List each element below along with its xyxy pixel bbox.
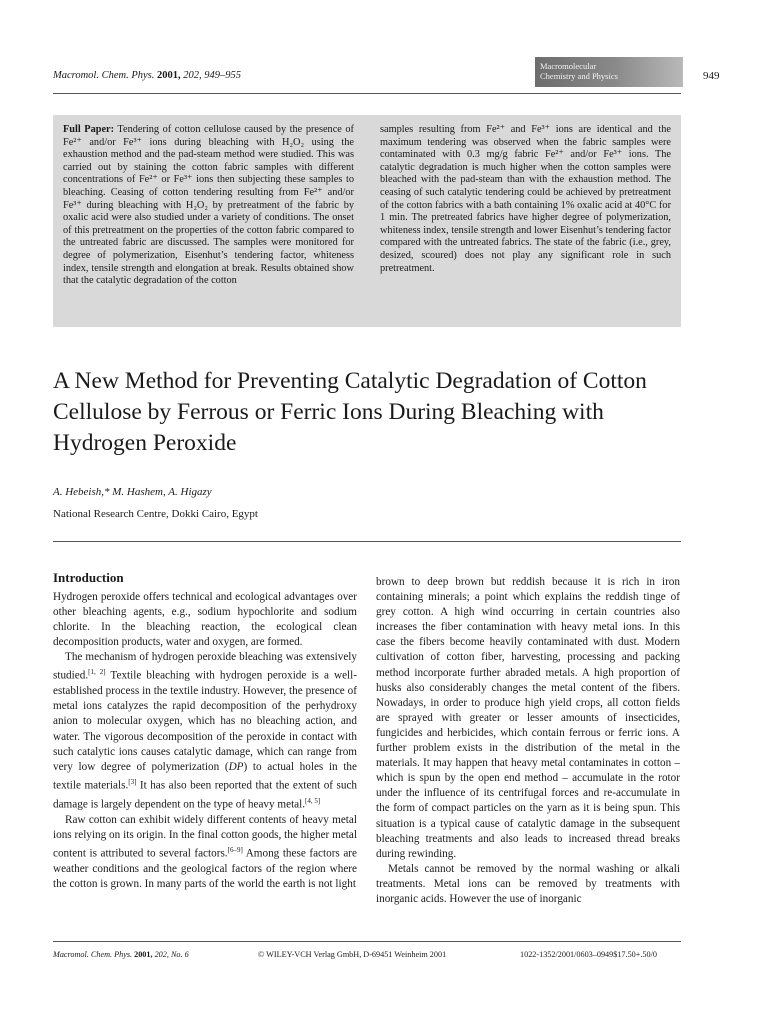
dp-abbrev: DP	[228, 760, 244, 773]
logo-line-1: Macromolecular	[540, 61, 597, 71]
section-heading: Introduction	[53, 570, 124, 585]
p3-text-a: Raw cotton can exhibit widely different contents of heavy metal ions relying on its origin. In the final cotton goods, the higher metal content is attributed to several factors.	[53, 813, 357, 860]
footer-journal: Macromol. Chem. Phys.	[53, 950, 133, 959]
journal-pages: 949–955	[204, 70, 242, 81]
logo-line-2: Chemistry and Physics	[540, 71, 618, 81]
body-left-column	[53, 570, 357, 892]
p2-text-b: Textile bleaching with hydrogen peroxide is a well-established process in the textile industry. However, the presence of metal ions catalyzes the rapid decomposition of the perhydroxy anion to molecular oxygen, which has no bleaching action, and water. The vigorous decomposition of the peroxide in contact with such catalytic ions causes catalytic damage, which can range from very low degree of polymerization (	[53, 670, 357, 773]
p2-text-c: ) to actual holes in the textile materials.	[53, 760, 357, 792]
citation: [3]	[128, 777, 137, 786]
abstract-right-column: samples resulting from Fe²⁺ and Fe³⁺ ions are identical and the maximum tendering was observed when the fabric samples were contaminated with 0.3 mg/g fabric Fe²⁺ and/or Fe³⁺ ions. The catalytic degradation is much higher when the cotton samples were bleached with the pad-steam than with the exhaustion method. The ceasing of such catalytic tendering could be achieved by pretreatment of the cotton fabrics with a bath containing 1% oxalic acid at 40°C for 1 min. The pretreated fabrics have higher degree of polymerization, whiteness index, tensile strength and lower Eisenhut’s tendering factor compared with the untreated fabrics. The state of the fabric (i.e., grey, desized, scoured) does not play any significant role in such pretreatment.	[380, 124, 671, 274]
footer-publisher: © WILEY-VCH Verlag GmbH, D-69451 Weinheim 2001	[258, 950, 447, 959]
paragraph-4: brown to deep brown but reddish because it is rich in iron containing minerals; a point which explains the reddish tinge of grey cotton. A high wind occurring in certain countries also increases the fiber contamination with heavy metal ions. In this case the fibers become heavily contaminated with dust. Modern cultivation of cotton fiber, harvesting, processing and packing method incorporate further abraded metals. A high proportion of husks also considerably changes the metal content of the fibers. Nowadays, in order to produce high yield crops, all cotton fields are sprayed with greater or lesser amounts of insecticides, fungicides and herbicides, which contain ferrous or ferric ions. A further problem exists in the distribution of the metal in the materials. It may happen that heavy metal contaminates in cotton – which is spun by the open end method – accumulate in the rotor under the influence of its centrifugal forces and re-accumulate in the form of compact particles on the yarn as it is being spun. This situation is a typical cause of catalytic damage in the subsequent bleaching treatments and also leads to increased thread breaks during rewinding.	[376, 576, 680, 860]
citation: [6–9]	[227, 845, 243, 854]
article-title: A New Method for Preventing Catalytic Degradation of Cotton Cellulose by Ferrous or Ferric Ions During Bleaching with Hydrogen Peroxide	[53, 368, 647, 456]
journal-year: 2001,	[157, 70, 181, 81]
affiliation: National Research Centre, Dokki Cairo, Egypt	[53, 508, 258, 520]
title-rule	[53, 541, 681, 542]
journal-name: Macromol. Chem. Phys.	[53, 70, 155, 81]
footer-citation	[53, 950, 189, 959]
running-header	[53, 70, 241, 81]
abstract-left-column	[63, 124, 354, 288]
paragraph-5: Metals cannot be removed by the normal washing or alkali treatments. Metal ions can be removed by treatments with inorganic acids. However the use of inorganic	[376, 862, 680, 905]
authors: A. Hebeish,* M. Hashem, A. Higazy	[53, 486, 212, 498]
abstract-label: Full Paper:	[63, 124, 115, 135]
body-right-column	[376, 575, 680, 907]
footer-rule	[53, 941, 681, 942]
p2-text-d: It has also been reported that the extent of such damage is largely dependent on the type of heavy metal.	[53, 779, 357, 811]
paragraph-1: Hydrogen peroxide offers technical and ecological advantages over other bleaching agents, e.g., sodium hypochlorite and sodium chlorite. In the bleaching reaction, the ecological clean decomposition products, water and oxygen, are formed.	[53, 591, 357, 649]
citation: [1, 2]	[88, 668, 106, 677]
paragraph-3	[53, 813, 357, 892]
abstract-text-left: Tendering of cotton cellulose caused by the presence of Fe²⁺ and/or Fe³⁺ ions during bleaching with H₂O₂ using the exhaustion method and the pad-steam method were studied. This was carried out by staining the cotton fabric samples with different concentrations of Fe²⁺ or Fe³⁺ ions then subjecting these samples to bleaching. Ceasing of cotton tendering resulting from Fe²⁺ and/or Fe³⁺ during bleaching with H₂O₂ by pretreatment of the fabric by oxalic acid were also studied under a variety of conditions. The onset of this pretreatment on the properties of the cotton fabric compared to the untreated fabric are discussed. The samples were monitored for degree of polymerization, Eisenhut’s tendering factor, whiteness index, tensile strength and elongation at break. Results obtained show that the catalytic degradation of the cotton	[63, 124, 354, 287]
header-rule	[53, 93, 681, 94]
journal-logo	[535, 57, 683, 87]
journal-volume: 202,	[183, 70, 202, 81]
footer-volume: 202, No. 6	[154, 950, 189, 959]
abstract-box	[53, 115, 681, 327]
page-number: 949	[703, 70, 720, 82]
p2-text-a: The mechanism of hydrogen peroxide bleaching was extensively studied.	[53, 651, 357, 683]
p3-text-b: Among these factors are weather conditions and the geological factors of the region where the cotton is grown. In many parts of the world the earth is not light	[53, 847, 357, 890]
footer-year: 2001,	[134, 950, 153, 959]
citation: [4, 5]	[305, 796, 321, 805]
paragraph-2	[53, 650, 357, 812]
footer-issn: 1022-1352/2001/0603–0949$17.50+.50/0	[520, 950, 657, 959]
